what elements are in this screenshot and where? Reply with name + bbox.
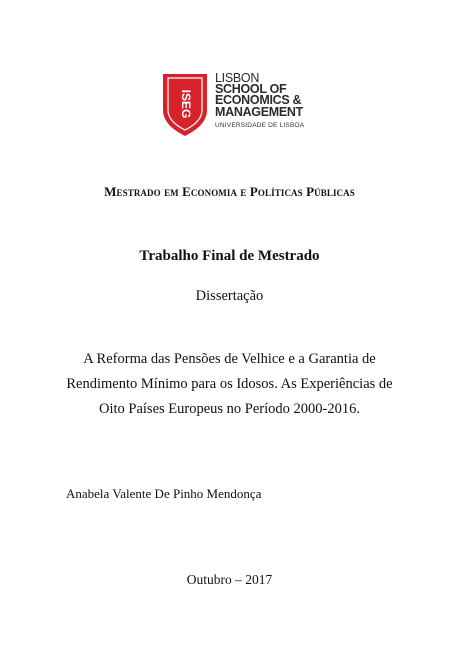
work-type-heading: Trabalho Final de Mestrado bbox=[139, 248, 320, 264]
submission-date: Outubro – 2017 bbox=[186, 572, 273, 587]
author-name: Anabela Valente De Pinho Mendonça bbox=[66, 486, 262, 501]
logo-line-lisbon: LISBON bbox=[215, 71, 260, 85]
thesis-title bbox=[0, 347, 459, 422]
iseg-shield-logo bbox=[162, 73, 208, 137]
logo-line-management: MANAGEMENT bbox=[215, 104, 303, 119]
iseg-logo bbox=[162, 71, 305, 139]
shield-text: ISEG bbox=[178, 89, 193, 119]
program-name: Mestrado em Economia e Políticas Públicas bbox=[104, 184, 355, 199]
document-kind: Dissertação bbox=[195, 288, 264, 304]
logo-wordmark bbox=[215, 73, 304, 130]
logo-line-school-of: SCHOOL OF bbox=[215, 82, 287, 97]
logo-university-line: UNIVERSIDADE DE LISBOA bbox=[215, 121, 305, 129]
thesis-title-line-2: Rendimento Mínimo para os Idosos. As Experiências de bbox=[66, 376, 393, 392]
thesis-title-line-1: A Reforma das Pensões de Velhice e a Garantia de bbox=[83, 351, 376, 367]
logo-line-economics: ECONOMICS & bbox=[215, 93, 302, 108]
thesis-title-line-3: Oito Países Europeus no Período 2000-2016. bbox=[99, 401, 360, 417]
